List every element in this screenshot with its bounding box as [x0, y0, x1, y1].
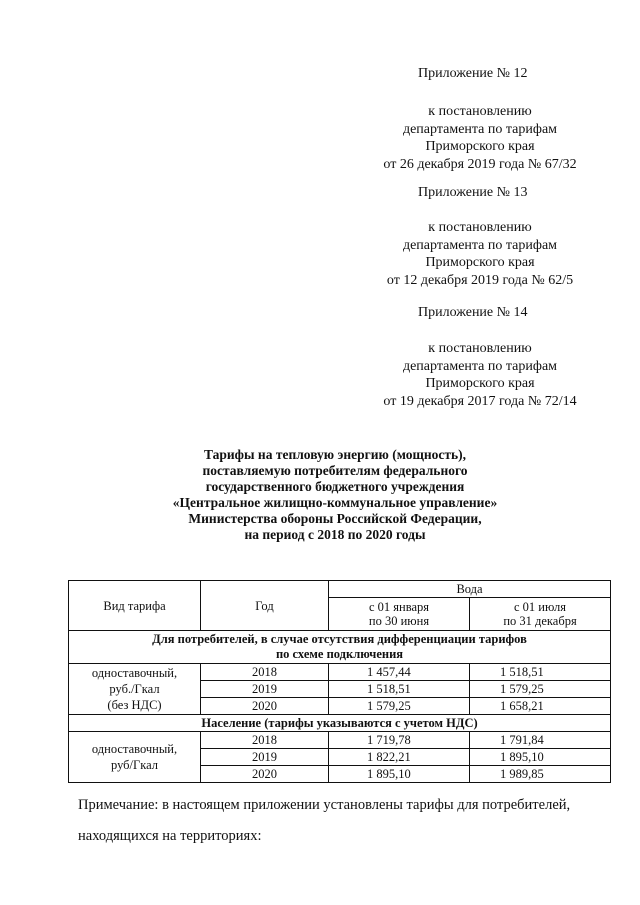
- section-heading-line: Для потребителей, в случае отсутствия дифференциации тарифов: [152, 632, 527, 646]
- appendix-13-line: Приморского края: [425, 255, 535, 270]
- section-heading-line: по схеме подключения: [275, 647, 404, 661]
- tariff-h1-cell: 1 719,78: [329, 732, 470, 749]
- year-cell: 2018: [201, 732, 329, 749]
- note-paragraph: [78, 790, 608, 852]
- tariff-h1-cell: 1 895,10: [329, 766, 470, 783]
- appendix-14-line: департамента по тарифам: [402, 358, 558, 374]
- header-period-2-line: с 01 июля: [514, 600, 567, 614]
- title-line: Тарифы на тепловую энергию (мощность),: [203, 447, 467, 462]
- appendix-12-line: Приморского края: [425, 139, 535, 154]
- appendix-12-line: департамента по тарифам: [402, 121, 558, 137]
- appendix-13-line: к постановлению: [428, 220, 532, 235]
- appendix-14-line: от 19 декабря 2017 года № 72/14: [383, 393, 577, 409]
- title-line: на период с 2018 по 2020 годы: [244, 527, 426, 542]
- table-row: [69, 664, 611, 681]
- header-period-1-line: с 01 января: [368, 600, 430, 614]
- header-period-2: [470, 598, 611, 631]
- tariff-type-line: одноставочный,: [91, 742, 178, 756]
- appendix-14-reference: [365, 340, 595, 410]
- appendix-13-title: Приложение № 13: [418, 185, 528, 200]
- appendix-13-line: от 12 декабря 2019 года № 62/5: [386, 272, 574, 288]
- appendix-12-title: Приложение № 12: [418, 66, 528, 81]
- tariff-h2-cell: 1 791,84: [470, 732, 611, 749]
- tariff-h2-cell: 1 518,51: [470, 664, 611, 681]
- tariff-h2-cell: 1 579,25: [470, 681, 611, 698]
- note-line: Примечание: в настоящем приложении установлены тарифы для потребителей,: [78, 797, 571, 813]
- year-cell: 2019: [201, 681, 329, 698]
- section-heading: [69, 631, 611, 664]
- header-period-2-line: по 31 декабря: [503, 614, 577, 628]
- year-cell: 2020: [201, 766, 329, 783]
- document-title: [100, 447, 570, 543]
- tariff-h1-cell: 1 579,25: [329, 698, 470, 715]
- tariff-type-line: (без НДС): [107, 698, 162, 712]
- tariff-type-line: одноставочный,: [91, 666, 178, 680]
- tariff-h1-cell: 1 518,51: [329, 681, 470, 698]
- tariff-h2-cell: 1 658,21: [470, 698, 611, 715]
- tariff-h2-cell: 1 895,10: [470, 749, 611, 766]
- appendix-12-reference: [365, 103, 595, 173]
- tariff-table: [68, 580, 611, 783]
- appendix-13-line: департамента по тарифам: [402, 237, 558, 253]
- tariff-type-line: руб/Гкал: [110, 758, 158, 772]
- tariff-type-cell: [69, 664, 201, 715]
- title-line: «Центральное жилищно-коммунальное управление»: [172, 495, 498, 510]
- tariff-type-cell: [69, 732, 201, 783]
- tariff-h1-cell: 1 457,44: [329, 664, 470, 681]
- year-cell: 2020: [201, 698, 329, 715]
- tariff-type-line: руб./Гкал: [109, 682, 160, 696]
- section-heading-row: [69, 715, 611, 732]
- appendix-12-line: к постановлению: [428, 104, 532, 119]
- section-heading: Население (тарифы указываются с учетом НДС): [69, 715, 611, 732]
- note-line: находящихся на территориях:: [78, 828, 262, 844]
- title-line: Министерства обороны Российской Федерации,: [188, 511, 482, 526]
- section-heading-row: [69, 631, 611, 664]
- appendix-14-line: Приморского края: [425, 376, 535, 391]
- year-cell: 2018: [201, 664, 329, 681]
- table-row: [69, 732, 611, 749]
- appendix-14-title: Приложение № 14: [418, 305, 528, 320]
- title-line: поставляемую потребителям федерального: [202, 463, 468, 478]
- tariff-h2-cell: 1 989,85: [470, 766, 611, 783]
- table-header-row: [69, 581, 611, 598]
- year-cell: 2019: [201, 749, 329, 766]
- appendix-13-reference: [365, 219, 595, 289]
- header-year: Год: [201, 581, 329, 631]
- header-period-1-line: по 30 июня: [368, 614, 430, 628]
- appendix-12-line: от 26 декабря 2019 года № 67/32: [383, 156, 577, 172]
- header-period-1: [329, 598, 470, 631]
- appendix-14-line: к постановлению: [428, 341, 532, 356]
- title-line: государственного бюджетного учреждения: [205, 479, 465, 494]
- header-water: Вода: [329, 581, 611, 598]
- header-tariff-type: Вид тарифа: [69, 581, 201, 631]
- tariff-h1-cell: 1 822,21: [329, 749, 470, 766]
